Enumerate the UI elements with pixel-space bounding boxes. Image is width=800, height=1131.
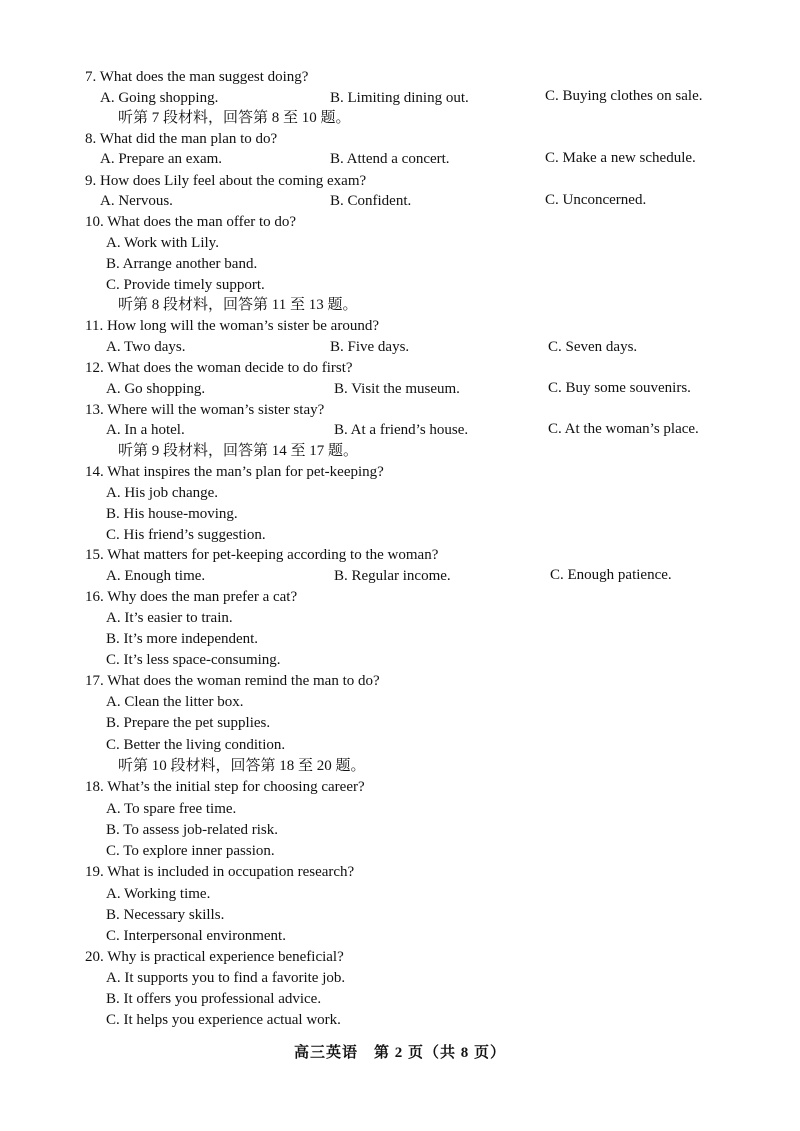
question-14-option-a: A. His job change. <box>106 485 219 501</box>
question-15-option-a: A. Enough time. <box>106 568 206 584</box>
question-11-option-b: B. Five days. <box>330 339 410 355</box>
section-10-instruction: 听第 10 段材料，回答第 18 至 20 题。 <box>118 758 366 774</box>
question-16-option-b: B. It’s more independent. <box>106 631 259 647</box>
question-14-stem: 14. What inspires the man’s plan for pet-keeping? <box>85 464 384 480</box>
question-15-option-b: B. Regular income. <box>334 568 451 584</box>
question-16-option-a: A. It’s easier to train. <box>106 610 233 626</box>
question-7-stem: 7. What does the man suggest doing? <box>85 69 309 85</box>
question-16-option-c: C. It’s less space-consuming. <box>106 652 281 668</box>
question-19-stem: 19. What is included in occupation research? <box>85 864 355 880</box>
question-16-stem: 16. Why does the man prefer a cat? <box>85 589 298 605</box>
section-7-instruction: 听第 7 段材料，回答第 8 至 10 题。 <box>118 110 351 126</box>
question-19-option-c: C. Interpersonal environment. <box>106 928 286 944</box>
question-8-option-c: C. Make a new schedule. <box>545 150 696 166</box>
question-13-option-b: B. At a friend’s house. <box>334 422 469 438</box>
question-12-option-a: A. Go shopping. <box>106 381 206 397</box>
question-10-option-a: A. Work with Lily. <box>106 235 219 251</box>
section-9-instruction: 听第 9 段材料，回答第 14 至 17 题。 <box>118 443 359 459</box>
question-9-option-a: A. Nervous. <box>100 193 173 209</box>
question-13-option-c: C. At the woman’s place. <box>548 421 699 437</box>
question-19-option-b: B. Necessary skills. <box>106 907 225 923</box>
question-20-option-c: C. It helps you experience actual work. <box>106 1012 341 1028</box>
question-15-option-c: C. Enough patience. <box>550 567 672 583</box>
question-20-option-a: A. It supports you to find a favorite job. <box>106 970 346 986</box>
question-9-option-b: B. Confident. <box>330 193 412 209</box>
question-8-option-a: A. Prepare an exam. <box>100 151 223 167</box>
question-10-stem: 10. What does the man offer to do? <box>85 214 297 230</box>
question-15-stem: 15. What matters for pet-keeping according to the woman? <box>85 547 439 563</box>
question-8-option-b: B. Attend a concert. <box>330 151 450 167</box>
question-17-option-c: C. Better the living condition. <box>106 737 286 753</box>
question-8-stem: 8. What did the man plan to do? <box>85 131 278 147</box>
question-11-stem: 11. How long will the woman’s sister be around? <box>85 318 379 334</box>
question-20-option-b: B. It offers you professional advice. <box>106 991 322 1007</box>
question-17-option-a: A. Clean the litter box. <box>106 694 244 710</box>
question-14-option-c: C. His friend’s suggestion. <box>106 527 266 543</box>
question-17-stem: 17. What does the woman remind the man to do? <box>85 673 380 689</box>
page-footer: 高三英语 第 2 页（共 8 页） <box>293 1045 506 1061</box>
question-7-option-b: B. Limiting dining out. <box>330 90 469 106</box>
question-10-option-b: B. Arrange another band. <box>106 256 258 272</box>
question-12-option-b: B. Visit the museum. <box>334 381 460 397</box>
question-14-option-b: B. His house-moving. <box>106 506 238 522</box>
question-20-stem: 20. Why is practical experience beneficial? <box>85 949 344 965</box>
question-13-option-a: A. In a hotel. <box>106 422 185 438</box>
question-12-stem: 12. What does the woman decide to do first? <box>85 360 353 376</box>
question-19-option-a: A. Working time. <box>106 886 211 902</box>
question-9-stem: 9. How does Lily feel about the coming exam? <box>85 173 367 189</box>
question-11-option-a: A. Two days. <box>106 339 186 355</box>
question-18-option-a: A. To spare free time. <box>106 801 237 817</box>
question-18-option-b: B. To assess job-related risk. <box>106 822 278 838</box>
question-12-option-c: C. Buy some souvenirs. <box>548 380 691 396</box>
question-13-stem: 13. Where will the woman’s sister stay? <box>85 402 325 418</box>
question-10-option-c: C. Provide timely support. <box>106 277 265 293</box>
question-7-option-c: C. Buying clothes on sale. <box>545 88 703 104</box>
question-9-option-c: C. Unconcerned. <box>545 192 647 208</box>
section-8-instruction: 听第 8 段材料，回答第 11 至 13 题。 <box>118 297 358 313</box>
question-7-option-a: A. Going shopping. <box>100 90 219 106</box>
question-11-option-c: C. Seven days. <box>548 339 638 355</box>
question-18-stem: 18. What’s the initial step for choosing career? <box>85 779 365 795</box>
question-18-option-c: C. To explore inner passion. <box>106 843 275 859</box>
question-17-option-b: B. Prepare the pet supplies. <box>106 715 271 731</box>
